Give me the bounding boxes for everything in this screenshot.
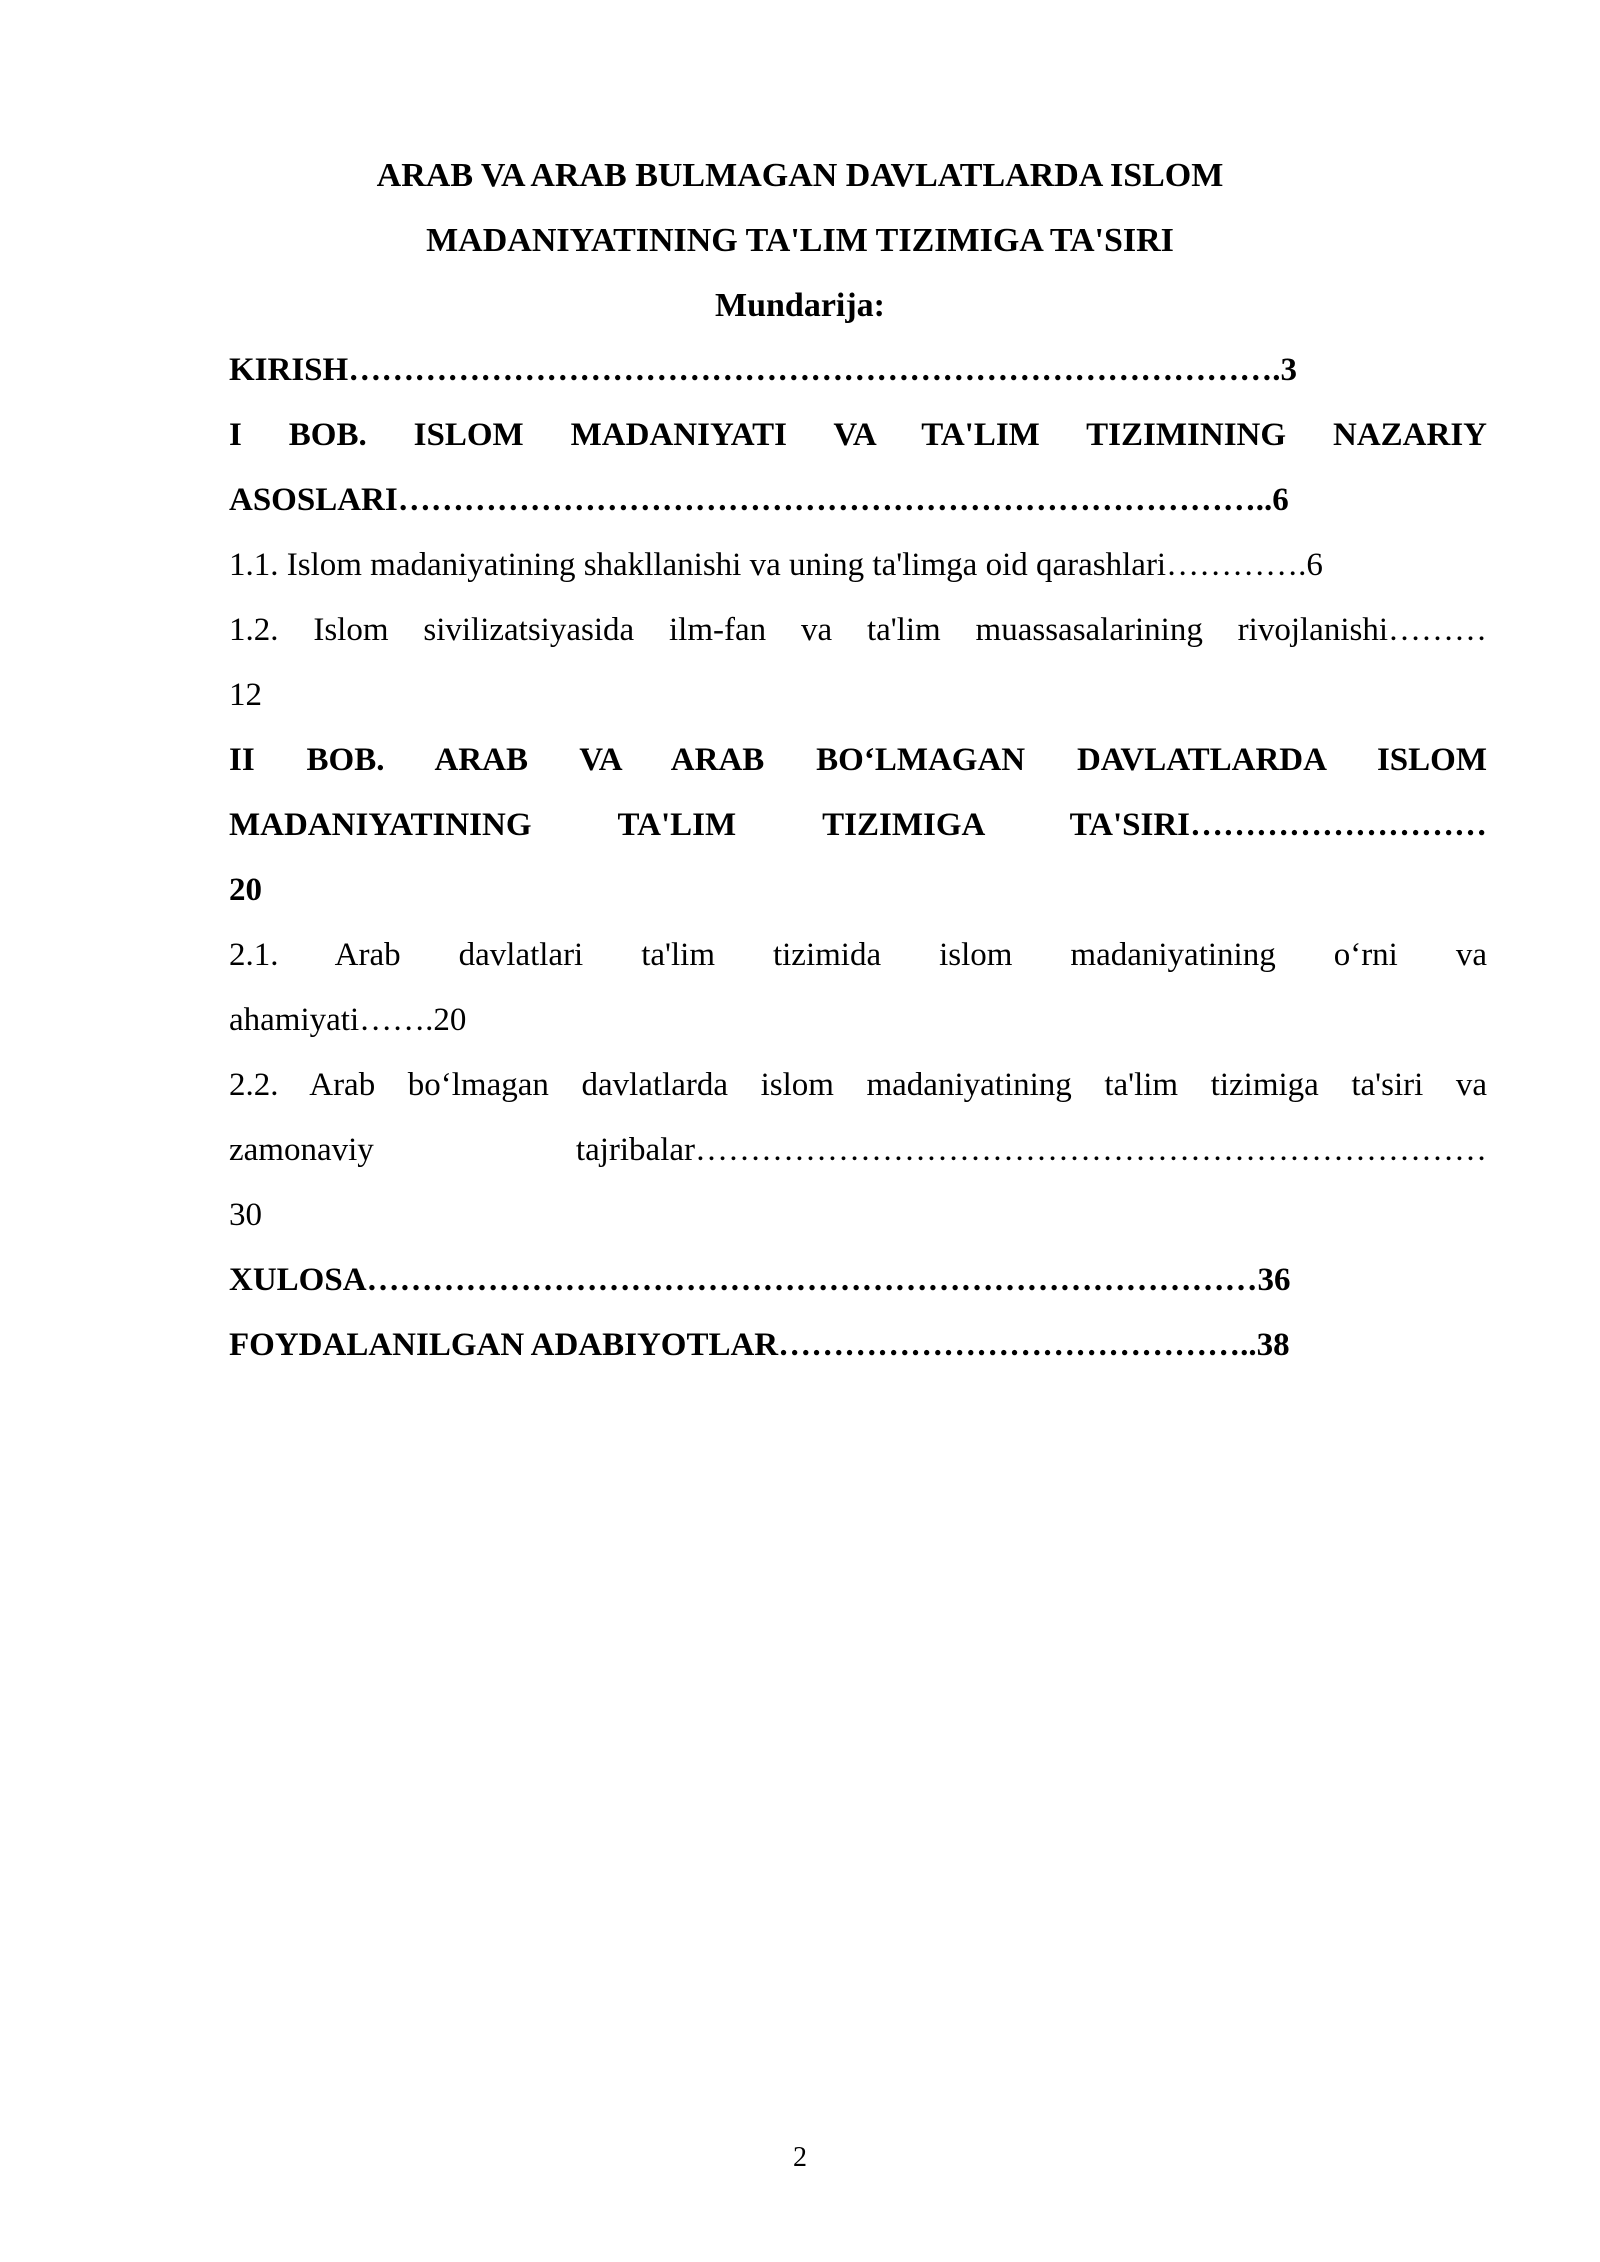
toc-entry-page-number: 20 — [229, 872, 262, 908]
toc-entry-references — [229, 1313, 1487, 1378]
toc-entry-line: ASOSLARI……………………………………………………………………..6 — [229, 482, 1289, 518]
toc-entry-line: 1.1. Islom madaniyatining shakllanishi va uning ta'limga oid qarashlari………….6 — [229, 547, 1323, 583]
toc-entry-introduction — [229, 338, 1487, 403]
toc-entry-line: 2.2. Arab bo‘lmagan davlatlarda islom madaniyatining ta'lim tizimiga ta'siri va — [229, 1067, 1487, 1103]
toc-entry-line: I BOB. ISLOM MADANIYATI VA TA'LIM TIZIMINING NAZARIY — [229, 417, 1487, 453]
toc-entry-section-1-2 — [229, 598, 1487, 728]
toc-entry-line: XULOSA………………………………………………………………………36 — [229, 1262, 1291, 1298]
page-number: 2 — [793, 2142, 807, 2173]
document-title-line-1: ARAB VA ARAB BULMAGAN DAVLATLARDA ISLOM — [376, 157, 1224, 194]
toc-entry-section-2-1 — [229, 923, 1487, 1053]
toc-entry-page-number: 12 — [229, 677, 262, 713]
toc-entry-line: KIRISH………………………………………………………………………….3 — [229, 352, 1297, 388]
toc-entry-section-2-2 — [229, 1053, 1487, 1248]
document-title-line-2: MADANIYATINING TA'LIM TIZIMIGA TA'SIRI — [426, 222, 1174, 259]
toc-entry-section-1-1 — [229, 533, 1487, 598]
toc-entry-line: zamonaviy tajribalar……………………………………………………………… — [229, 1132, 1487, 1168]
table-of-contents — [229, 338, 1487, 1378]
toc-entry-line: MADANIYATINING TA'LIM TIZIMIGA TA'SIRI……………………… — [229, 807, 1487, 843]
toc-entry-chapter-1 — [229, 403, 1487, 533]
toc-entry-line: 2.1. Arab davlatlari ta'lim tizimida islom madaniyatining o‘rni va — [229, 937, 1487, 973]
toc-entry-line: FOYDALANILGAN ADABIYOTLAR……………………………………..38 — [229, 1327, 1290, 1363]
toc-entry-line: 1.2. Islom sivilizatsiyasida ilm-fan va ta'lim muassasalarining rivojlanishi……… — [229, 612, 1487, 648]
toc-entry-line: ahamiyati…….20 — [229, 1002, 467, 1038]
toc-entry-line: II BOB. ARAB VA ARAB BO‘LMAGAN DAVLATLARDA ISLOM — [229, 742, 1487, 778]
toc-entry-chapter-2 — [229, 728, 1487, 923]
toc-heading: Mundarija: — [715, 287, 885, 324]
toc-entry-page-number: 30 — [229, 1197, 262, 1233]
toc-entry-conclusion — [229, 1248, 1487, 1313]
